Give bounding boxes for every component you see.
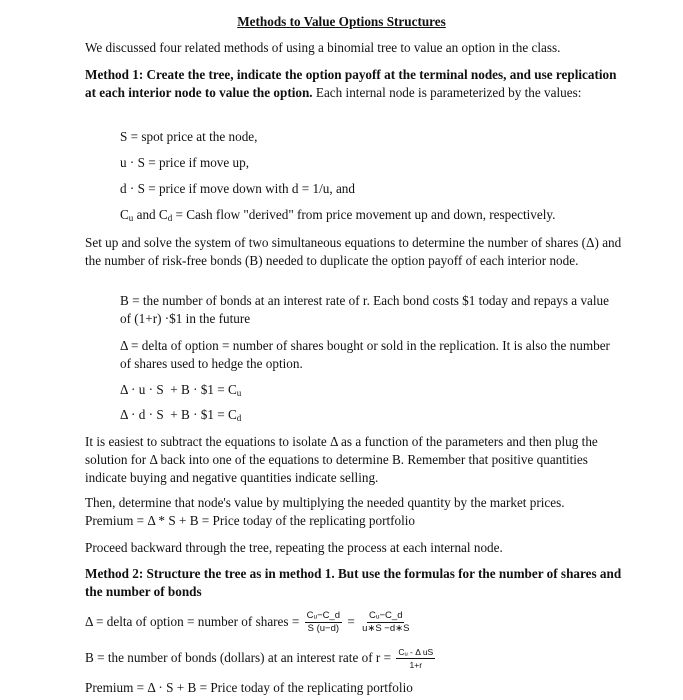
- delta-definition: Δ = delta of option = number of shares bought or sold in the replication. It is also the number of shares used to hedge the option.: [120, 338, 610, 371]
- delta-formula: [85, 609, 630, 635]
- fraction-1-denominator: S (u−d): [307, 623, 340, 635]
- equation-down-sub: d: [236, 413, 242, 423]
- fraction-3: [396, 646, 435, 671]
- def-down: d · S = price if move down with d = 1/u, and: [120, 181, 355, 196]
- cd-sub: d: [167, 213, 173, 223]
- method1-heading: Method 1: Create the tree, indicate the option payoff at the terminal nodes, and use replication at each interior node to value the option.: [85, 67, 617, 100]
- bond-formula-label: B = the number of bonds (dollars) at an interest rate of r =: [85, 650, 392, 665]
- fraction-2: [360, 610, 411, 635]
- equation-up-sub: u: [236, 388, 242, 398]
- fraction-2-numerator: Cᵤ−C_d: [369, 610, 403, 622]
- delta-formula-label: Δ = delta of option = number of shares =: [85, 614, 300, 629]
- proceed-paragraph: Proceed backward through the tree, repeating the process at each internal node.: [85, 540, 503, 555]
- cd-symbol: and C: [133, 207, 168, 222]
- then-line: Then, determine that node's value by multiplying the needed quantity by the market prices.: [85, 495, 565, 510]
- cu-sub: u: [128, 213, 134, 223]
- method1-tail: Each internal node is parameterized by the values:: [312, 85, 582, 100]
- fraction-1: [305, 610, 342, 635]
- equation-up-text: Δ · u · S + B · $1 = C: [120, 382, 237, 397]
- fraction-3-numerator: Cᵤ - Δ uS: [398, 647, 434, 658]
- fraction-2-denominator: u∗S −d∗S: [362, 623, 410, 635]
- intro-paragraph: We discussed four related methods of using a binomial tree to value an option in the class.: [85, 40, 561, 55]
- def-up: u · S = price if move up,: [120, 155, 250, 170]
- def-cashflow: [120, 206, 640, 227]
- bond-formula: [85, 645, 630, 671]
- def-spot: S = spot price at the node,: [120, 129, 258, 144]
- easiest-paragraph: It is easiest to subtract the equations to isolate Δ as a function of the parameters and then plug the solution for Δ back into one of the equations to determine B. Remember that positive quantities indicate buying and negative quantities indicate selling.: [85, 434, 598, 485]
- method2-heading-text: Method 2: Structure the tree as in method 1. But use the formulas for the number of shares and the number of bonds: [85, 566, 622, 599]
- bond-definition: B = the number of bonds at an interest rate of r. Each bond costs $1 today and repays a value of (1+r) ·$1 in the future: [120, 293, 610, 326]
- premium-line-1: Premium = Δ * S + B = Price today of the replicating portfolio: [85, 513, 416, 528]
- page-title: Methods to Value Options Structures: [237, 14, 446, 29]
- fraction-3-denominator: 1+r: [409, 660, 423, 671]
- fraction-1-numerator: Cᵤ−C_d: [306, 610, 341, 622]
- equation-down-text: Δ · d · S + B · $1 = C: [120, 407, 237, 422]
- cashflow-text: = Cash flow "derived" from price movement up and down, respectively.: [172, 207, 556, 222]
- method2-heading: [85, 565, 630, 601]
- equation-down: [120, 406, 620, 427]
- cu-symbol: C: [120, 207, 129, 222]
- premium-line-2: Premium = Δ · S + B = Price today of the replicating portfolio: [85, 680, 413, 695]
- setup-paragraph: Set up and solve the system of two simultaneous equations to determine the number of shares (Δ) and the number of risk-free bonds (B) needed to duplicate the option payoff of each interior node.: [85, 235, 622, 268]
- method1-paragraph: [85, 66, 630, 102]
- equation-up: [120, 381, 620, 402]
- equals-sign: =: [347, 614, 355, 629]
